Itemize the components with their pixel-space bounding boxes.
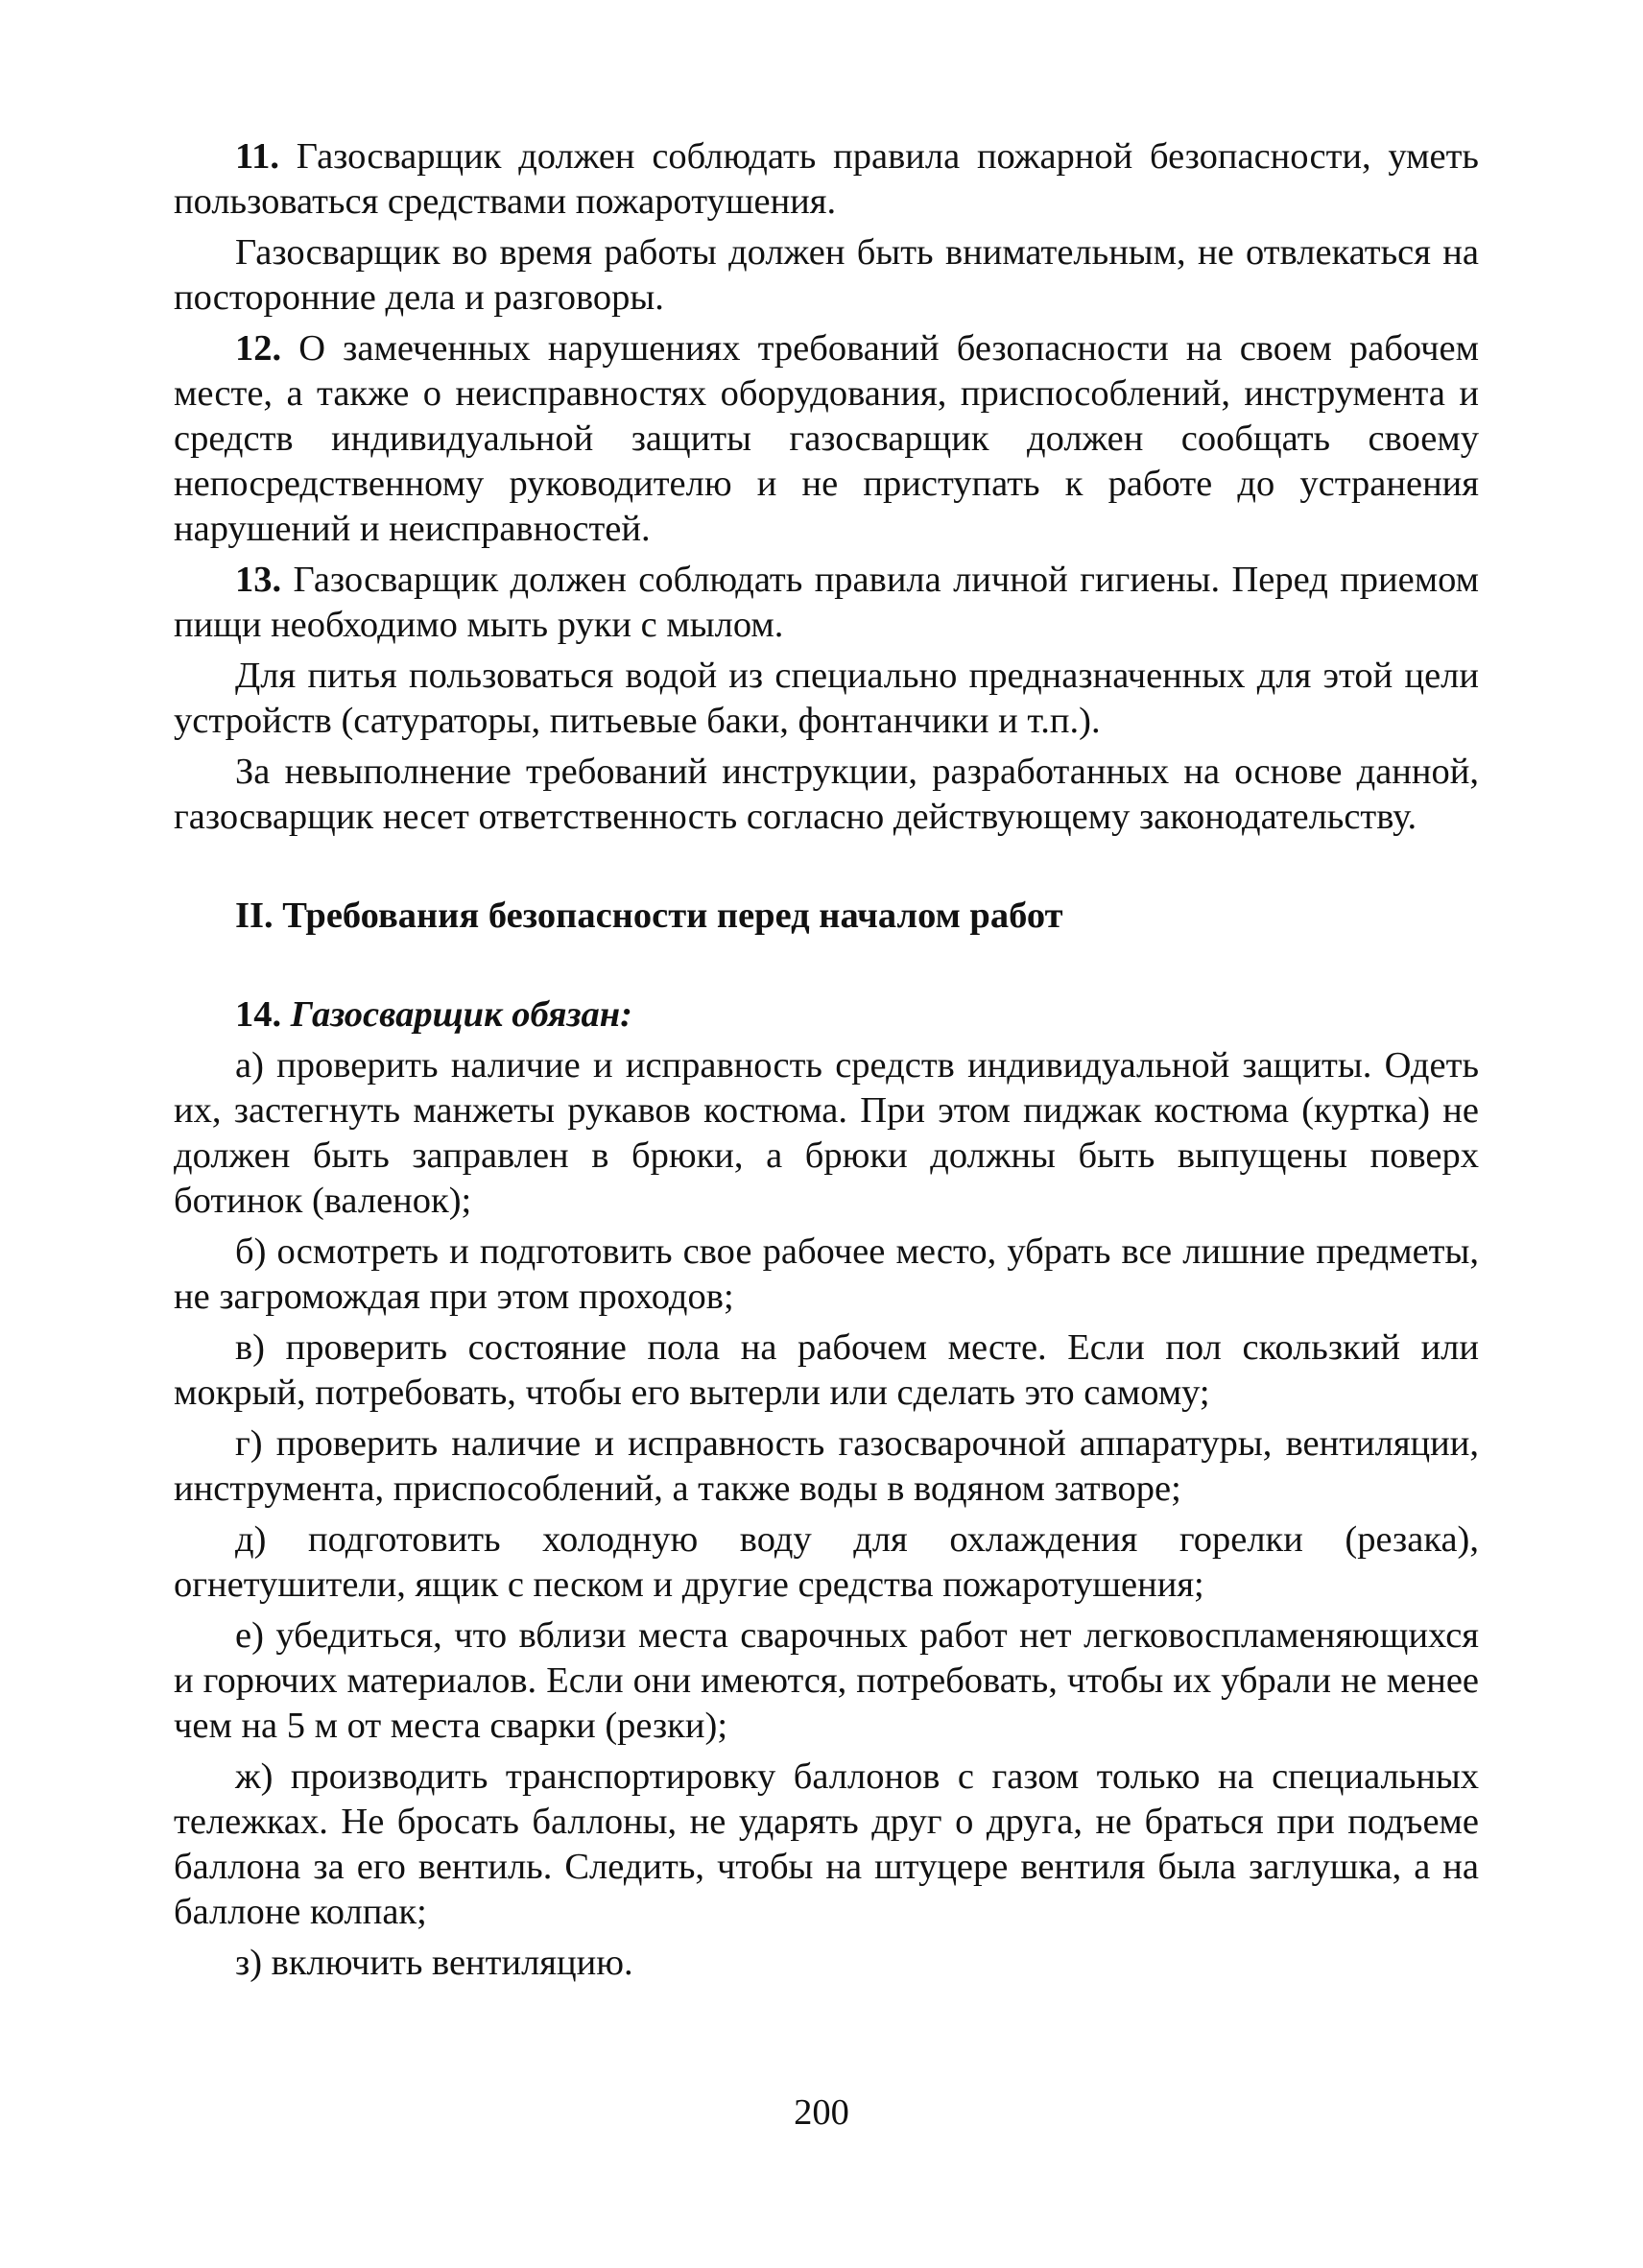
list-item-b: б) осмотреть и подготовить свое рабочее место, убрать все лишние предметы, не загромождая при этом проходов;	[174, 1231, 1479, 1317]
paragraph-text: О замеченных нарушениях требований безопасности на своем рабочем месте, а также о неисправностях оборудования, приспособлений, инструмента и средств индивидуальной защиты газосварщик должен сообщать своему непосредственному руководителю и не приступать к работе до устранения нарушений и неисправностей.	[174, 328, 1479, 549]
list-item-zh: ж) производить транспортировку баллонов с газом только на специальных тележках. Не бросать баллоны, не ударять друг о друга, не браться при подъеме баллона за его вентиль. Следить, чтобы на штуцере вентиля была заглушка, а на баллоне колпак;	[174, 1756, 1479, 1932]
lead-text: Газосварщик обязан:	[290, 994, 633, 1035]
page-body	[174, 134, 1479, 1992]
paragraph-text: За невыполнение требований инструкции, разработанных на основе данной, газосварщик несет ответственность согласно действующему законодательству.	[174, 752, 1479, 837]
paragraph-number: 13.	[235, 560, 282, 600]
item-14-lead	[174, 992, 1479, 1038]
paragraph-number: 14.	[235, 994, 282, 1035]
list-item-z: з) включить вентиляцию.	[235, 1943, 633, 1983]
paragraph-text: Для питья пользоваться водой из специально предназначенных для этой цели устройств (сатураторы, питьевые баки, фонтанчики и т.п.).	[174, 656, 1479, 741]
list-item-g: г) проверить наличие и исправность газосварочной аппаратуры, вентиляции, инструмента, приспособлений, а также воды в водяном затворе;	[174, 1423, 1479, 1509]
paragraph-responsibility	[174, 750, 1479, 840]
list-item-v: в) проверить состояние пола на рабочем месте. Если пол скользкий или мокрый, потребовать, чтобы его вытерли или сделать это самому;	[174, 1327, 1479, 1413]
paragraph-12	[174, 326, 1479, 552]
paragraph-11	[174, 134, 1479, 225]
page-number: 200	[794, 2092, 849, 2133]
paragraph-drinking-water	[174, 654, 1479, 744]
paragraph-number: 11.	[235, 136, 280, 177]
paragraph-13	[174, 558, 1479, 648]
paragraph-text: Газосварщик должен соблюдать правила пожарной безопасности, уметь пользоваться средствами пожаротушения.	[174, 136, 1479, 222]
list-item-d: д) подготовить холодную воду для охлаждения горелки (резака), огнетушители, ящик с песком и другие средства пожаротушения;	[174, 1519, 1479, 1605]
paragraph-attention	[174, 230, 1479, 321]
paragraph-text: Газосварщик во время работы должен быть внимательным, не отвлекаться на посторонние дела и разговоры.	[174, 232, 1479, 318]
list-item-a: а) проверить наличие и исправность средств индивидуальной защиты. Одеть их, застегнуть манжеты рукавов костюма. При этом пиджак костюма (куртка) не должен быть заправлен в брюки, а брюки должны быть выпущены поверх ботинок (валенок);	[174, 1045, 1479, 1221]
paragraph-text: Газосварщик должен соблюдать правила личной гигиены. Перед приемом пищи необходимо мыть руки с мылом.	[174, 560, 1479, 645]
paragraph-number: 12.	[235, 328, 282, 369]
list-item-e: е) убедиться, что вблизи места сварочных работ нет легковоспламеняющихся и горючих материалов. Если они имеются, потребовать, чтобы их убрали не менее чем на 5 м от места сварки (резки);	[174, 1615, 1479, 1746]
section-title: II. Требования безопасности перед началом работ	[235, 895, 1063, 936]
